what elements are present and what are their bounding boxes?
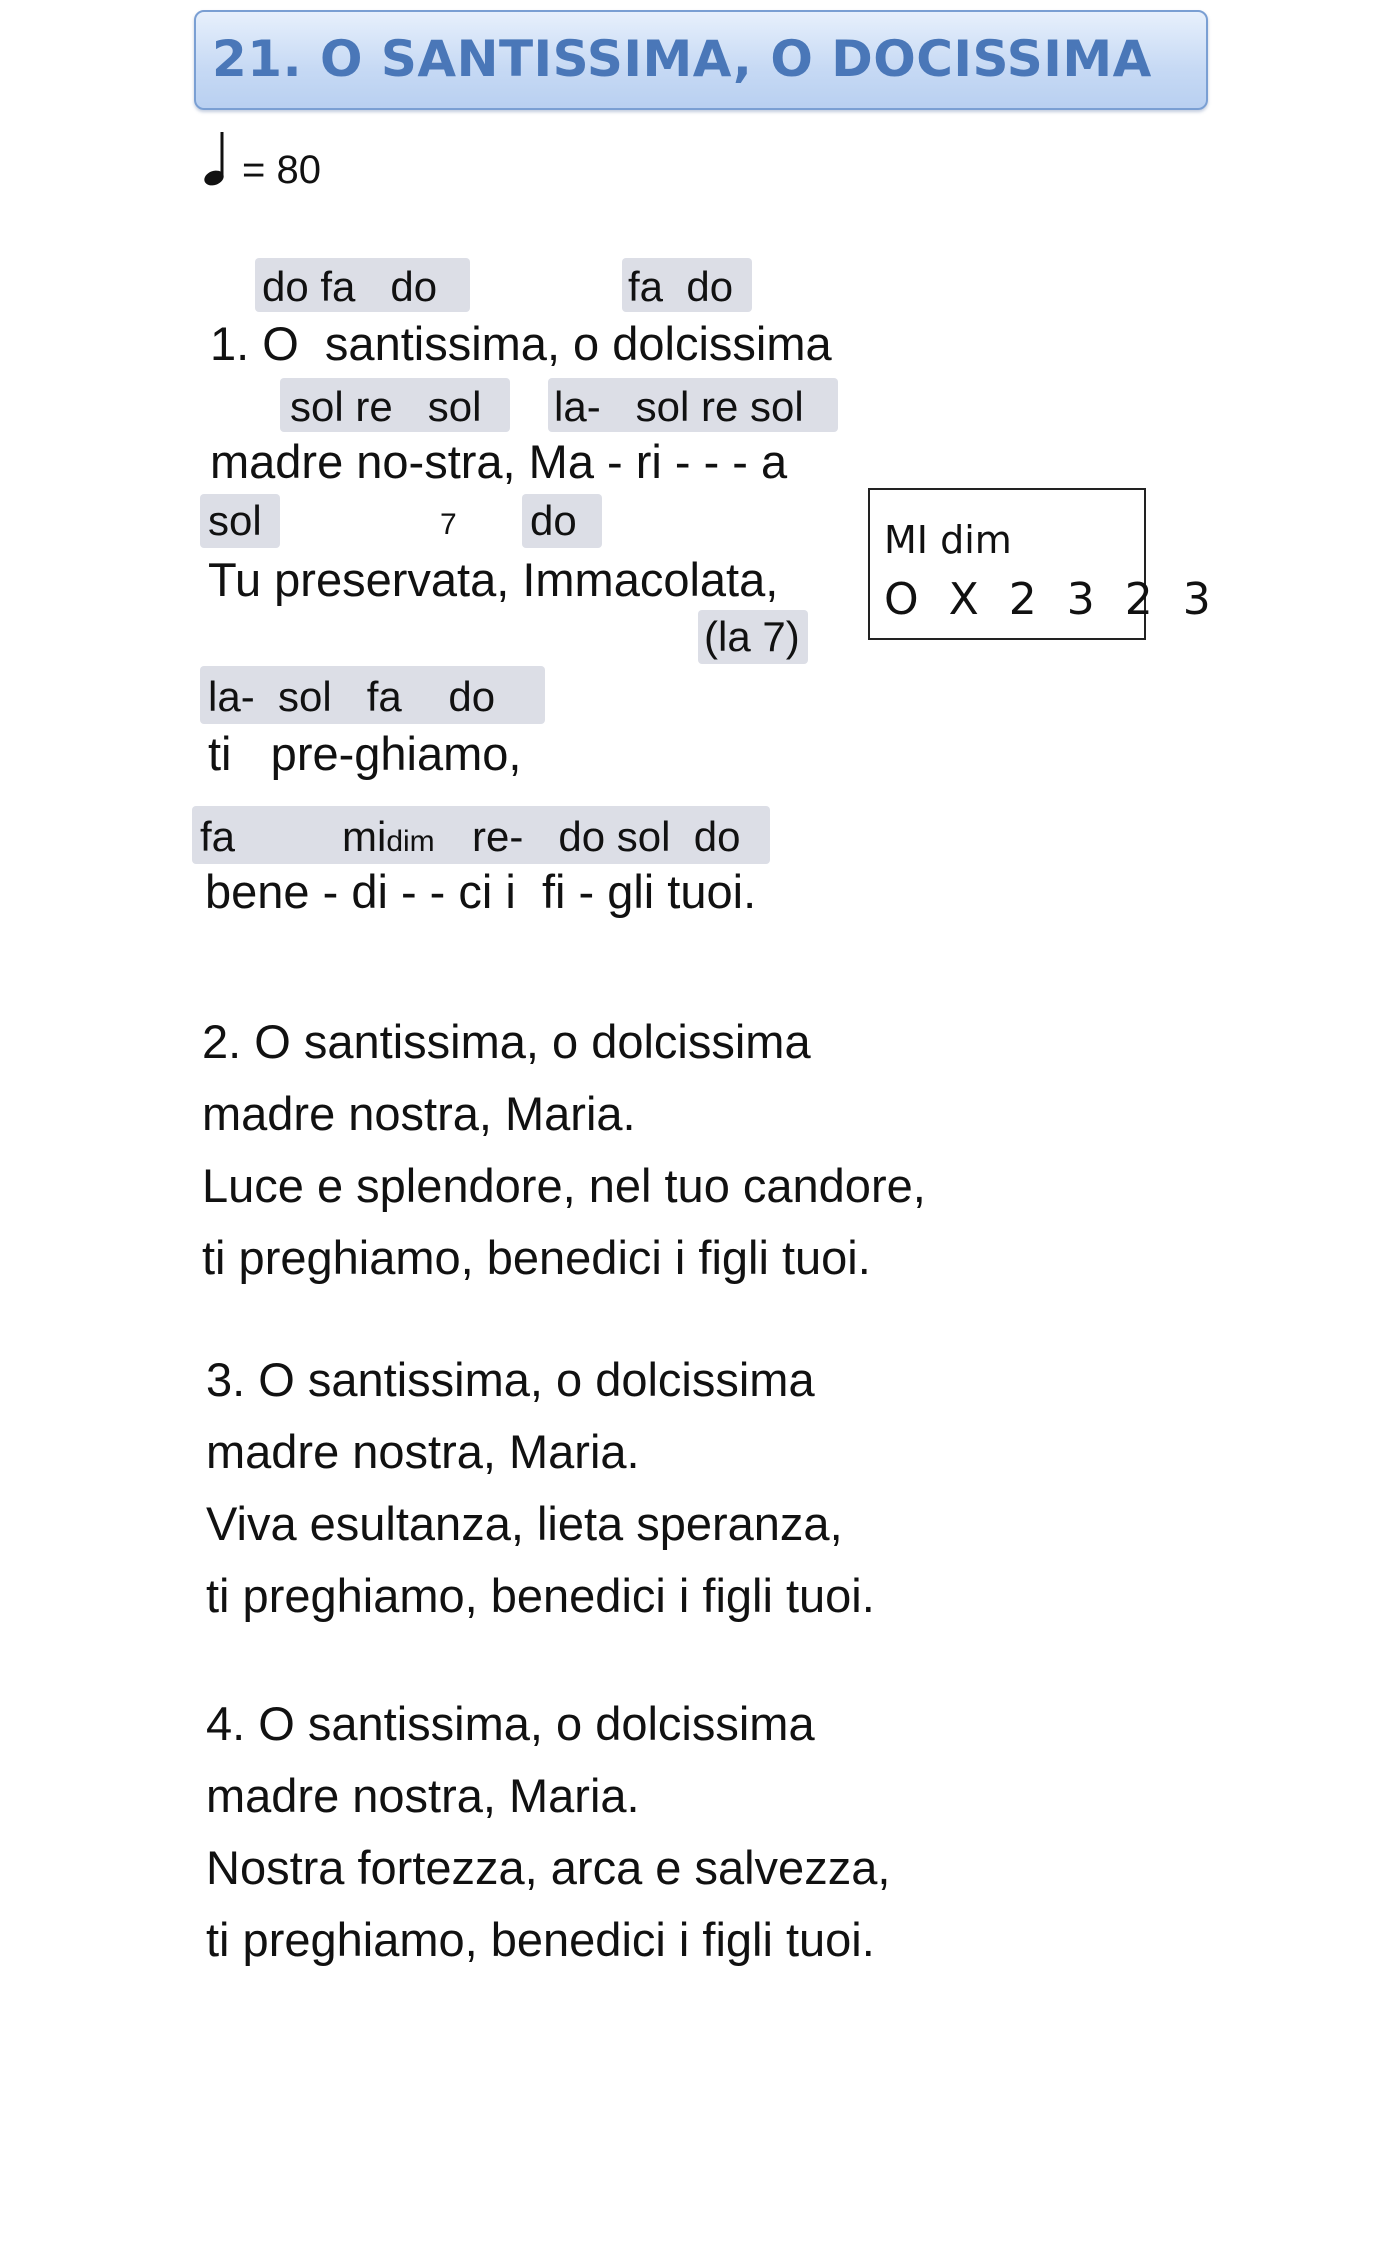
chord-line: la- sol re sol	[554, 383, 804, 430]
lyric-line: 1. O santissima, o dolcissima	[210, 317, 832, 370]
lyric-line: Viva esultanza, lieta speranza,	[206, 1497, 843, 1550]
lyric-line: Nostra fortezza, arca e salvezza,	[206, 1841, 891, 1894]
chord-line: fa do	[628, 263, 734, 310]
quarter-note-icon	[202, 128, 232, 188]
chord-line: la- sol fa do	[208, 673, 496, 720]
lyric-line: madre no-stra, Ma - ri - - - a	[210, 435, 788, 488]
chord-line: fa	[200, 813, 236, 860]
lyric-line: ti preghiamo, benedici i figli tuoi.	[202, 1231, 871, 1284]
lyric-line: ti pre-ghiamo,	[208, 727, 522, 780]
chord-line: sol	[208, 497, 262, 544]
chord-line: 7	[440, 508, 457, 541]
chord-line: midim	[342, 813, 435, 860]
chord-line: (la 7)	[704, 613, 800, 660]
lyric-line: 4. O santissima, o dolcissima	[206, 1697, 815, 1750]
lyric-line: 3. O santissima, o dolcissima	[206, 1353, 815, 1406]
lyric-line: madre nostra, Maria.	[206, 1425, 640, 1478]
lyric-line: madre nostra, Maria.	[206, 1769, 640, 1822]
lyric-line: ti preghiamo, benedici i figli tuoi.	[206, 1913, 875, 1966]
chord-line: re- do sol do	[472, 813, 741, 860]
lyric-line: ti preghiamo, benedici i figli tuoi.	[206, 1569, 875, 1622]
chord-line: sol re sol	[290, 383, 482, 430]
lyric-line: Tu preservata, Immacolata,	[208, 553, 779, 606]
lyric-line: bene - di - - ci i fi - gli tuoi.	[205, 865, 757, 918]
page-title: 21. O SANTISSIMA, O DOCISSIMA	[212, 30, 1152, 88]
chord-line: do fa do	[262, 263, 438, 310]
lyric-line: Luce e splendore, nel tuo candore,	[202, 1159, 926, 1212]
chord-fingering-box	[868, 488, 1219, 640]
title-banner	[194, 10, 1208, 110]
tempo-value: = 80	[242, 148, 321, 192]
chord-fingering: O X 2 3 2 3	[884, 574, 1219, 625]
lyric-line: madre nostra, Maria.	[202, 1087, 636, 1140]
lyric-line: 2. O santissima, o dolcissima	[202, 1015, 811, 1068]
chord-name: MI dim	[884, 518, 1012, 562]
chord-line: do	[530, 497, 577, 544]
